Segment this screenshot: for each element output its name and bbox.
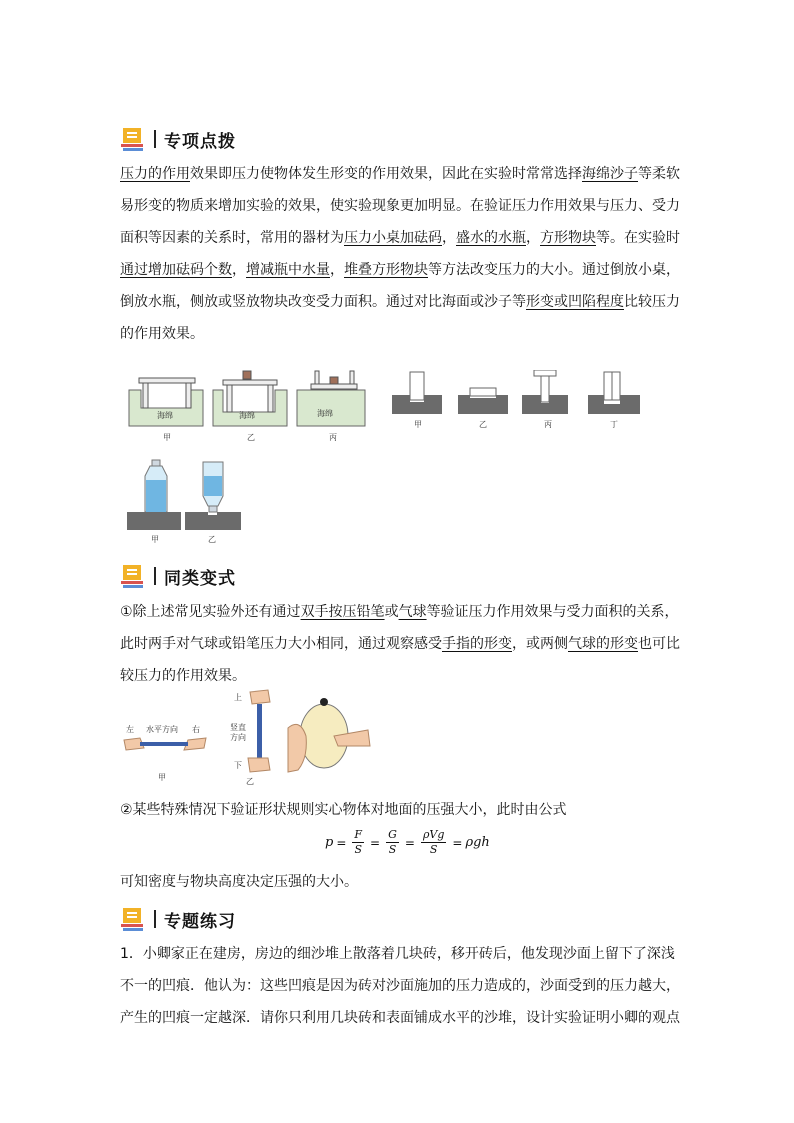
- figure-label: 乙: [247, 433, 255, 442]
- section-title: 同类变式: [164, 568, 236, 589]
- text-span: 倒放水瓶，侧放或竖放物块改变受力面积。通过对比海面或沙子等: [120, 294, 526, 310]
- formula-fraction: [421, 828, 446, 857]
- section-title: 专项点拨: [164, 131, 236, 152]
- text-span: ，: [442, 230, 456, 246]
- question-1: [120, 938, 680, 1034]
- text-line: 的作用效果。: [120, 326, 204, 342]
- formula-fraction: [386, 828, 399, 857]
- text-span: ，: [526, 230, 540, 246]
- section-1-text: [120, 158, 680, 350]
- text-line: [120, 286, 680, 318]
- upright-bottle: [145, 460, 167, 512]
- text-span: 等。在实验时: [596, 230, 680, 246]
- formula-equals: =: [336, 835, 347, 850]
- block-setup-bing: [522, 370, 568, 414]
- section-2-text-continued: [120, 794, 680, 826]
- block-setup-jia: [392, 372, 442, 414]
- text-span: 等柔软: [638, 166, 680, 182]
- denominator: S: [388, 843, 397, 856]
- balloon-press: [288, 698, 370, 772]
- text-span: ，或两侧: [512, 636, 568, 652]
- direction-label: 竖直: [230, 723, 246, 732]
- direction-label-left: 左: [126, 725, 134, 734]
- figure-label: 乙: [246, 777, 254, 786]
- text-line: [120, 158, 680, 190]
- books-icon: [120, 906, 146, 932]
- text-line: [120, 254, 680, 286]
- figure-label: 甲: [163, 433, 171, 442]
- text-line: 产生的凹痕一定越深．请你只利用几块砖和表面铺成水平的沙堆，设计实验证明小卿的观点: [120, 1010, 680, 1026]
- text-line: 1．小卿家正在建房，房边的细沙堆上散落着几块砖，移开砖后，他发现沙面上留下了深浅: [120, 946, 675, 962]
- text-span: ①除上述常见实验外还有通过: [120, 604, 301, 620]
- underlined-term: 压力小桌加砝码: [344, 230, 442, 246]
- underlined-term: 增加砝码个数: [148, 262, 232, 278]
- underlined-term: 气球: [398, 604, 427, 620]
- underlined-term: 堆叠方形物块: [344, 262, 428, 278]
- figure-label: 乙: [208, 535, 216, 544]
- text-line: 可知密度与物块高度决定压强的大小。: [120, 874, 358, 890]
- block-figure: [390, 370, 645, 432]
- section-heading-1: [120, 126, 236, 152]
- direction-label-right: 右: [192, 725, 200, 734]
- text-span: 或: [384, 604, 399, 620]
- numerator: F: [354, 828, 363, 841]
- underlined-term: 方形物块: [540, 230, 596, 246]
- figure-label: 乙: [479, 420, 487, 429]
- text-span: 效果即压力使物体发生形变的作用效果，因此在实验时常常选择: [190, 166, 582, 182]
- direction-label-down: 下: [234, 761, 242, 770]
- formula-fraction: [352, 828, 364, 857]
- numerator: ρVg: [422, 828, 445, 841]
- underlined-term: 气球的形变: [568, 636, 638, 652]
- sponge-setup-jia: [129, 378, 203, 426]
- direction-label: 方向: [230, 733, 246, 742]
- figure-label: 丙: [329, 433, 337, 442]
- heading-divider: [154, 910, 156, 928]
- underlined-term: 增减瓶中水量: [246, 262, 330, 278]
- sponge-label: 海绵: [317, 409, 333, 418]
- section-title: 专题练习: [164, 911, 236, 932]
- pencil-balloon-figure: [122, 688, 372, 788]
- table-sponge-figure: [125, 368, 370, 443]
- figure-label: 甲: [158, 773, 166, 782]
- underlined-term: 海绵沙子: [582, 166, 638, 182]
- underlined-term: 通过: [120, 262, 148, 278]
- underlined-term: 压力的作用: [120, 166, 190, 182]
- text-span: 等方法改变压力的大小。通过倒放小桌，: [428, 262, 680, 278]
- books-icon: [120, 563, 146, 589]
- formula-equals: =: [452, 835, 463, 850]
- horizontal-pencil: [124, 724, 206, 782]
- direction-label-up: 上: [234, 693, 242, 702]
- text-span: ，: [330, 262, 344, 278]
- formula-equals: =: [404, 835, 415, 850]
- underlined-term: 双手按压铅笔: [300, 604, 385, 620]
- heading-divider: [154, 567, 156, 585]
- section-heading-2: [120, 563, 236, 589]
- text-line: [120, 628, 680, 660]
- text-span: 比较压力: [624, 294, 680, 310]
- block-setup-ding: [588, 372, 640, 414]
- sponge-label: 海绵: [239, 411, 255, 420]
- section-2-text: [120, 596, 680, 692]
- formula-symbol: p: [325, 835, 334, 850]
- formula-result: ρgh: [465, 835, 490, 850]
- figure-label: 甲: [151, 535, 159, 544]
- formula-equals: =: [370, 835, 381, 850]
- underlined-term: 盛水的水瓶: [456, 230, 526, 246]
- vertical-pencil: [230, 690, 270, 786]
- text-span: 等验证压力作用效果与受力面积的关系，: [426, 604, 679, 620]
- figure-label: 丁: [610, 420, 618, 429]
- bottle-figure: [125, 458, 245, 546]
- figure-label: 丙: [544, 420, 552, 429]
- direction-label: 水平方向: [146, 725, 178, 734]
- underlined-term: 手指的形变: [442, 636, 512, 652]
- books-icon: [120, 126, 146, 152]
- text-line: [120, 596, 680, 628]
- denominator: S: [354, 843, 362, 856]
- pressure-formula: [325, 828, 490, 857]
- text-line: 较压力的作用效果。: [120, 668, 246, 684]
- text-span: 面积等因素的关系时，常用的器材为: [120, 230, 344, 246]
- text-span: ，: [232, 262, 246, 278]
- inverted-bottle: [203, 462, 223, 512]
- text-line: ②某些特殊情况下验证形状规则实心物体对地面的压强大小，此时由公式: [120, 802, 567, 818]
- denominator: S: [429, 843, 438, 856]
- section-heading-3: [120, 906, 236, 932]
- text-line: [120, 222, 680, 254]
- section-2-conclusion: [120, 866, 680, 898]
- block-setup-yi: [458, 388, 508, 414]
- text-line: 易形变的物质来增加实验的效果，使实验现象更加明显。在验证压力作用效果与压力、受力: [120, 198, 680, 214]
- text-span: 也可比: [638, 636, 680, 652]
- text-line: 不一的凹痕．他认为：这些凹痕是因为砖对沙面施加的压力造成的，沙面受到的压力越大，: [120, 978, 680, 994]
- numerator: G: [388, 828, 397, 841]
- text-span: 此时两手对气球或铅笔压力大小相同，通过观察感受: [120, 636, 442, 652]
- figure-label: 甲: [414, 420, 422, 429]
- underlined-term: 形变或凹陷程度: [526, 294, 624, 310]
- heading-divider: [154, 130, 156, 148]
- sponge-label: 海绵: [157, 411, 173, 420]
- sponge-setup-bing: [297, 371, 365, 426]
- sponge-setup-yi: [213, 371, 287, 426]
